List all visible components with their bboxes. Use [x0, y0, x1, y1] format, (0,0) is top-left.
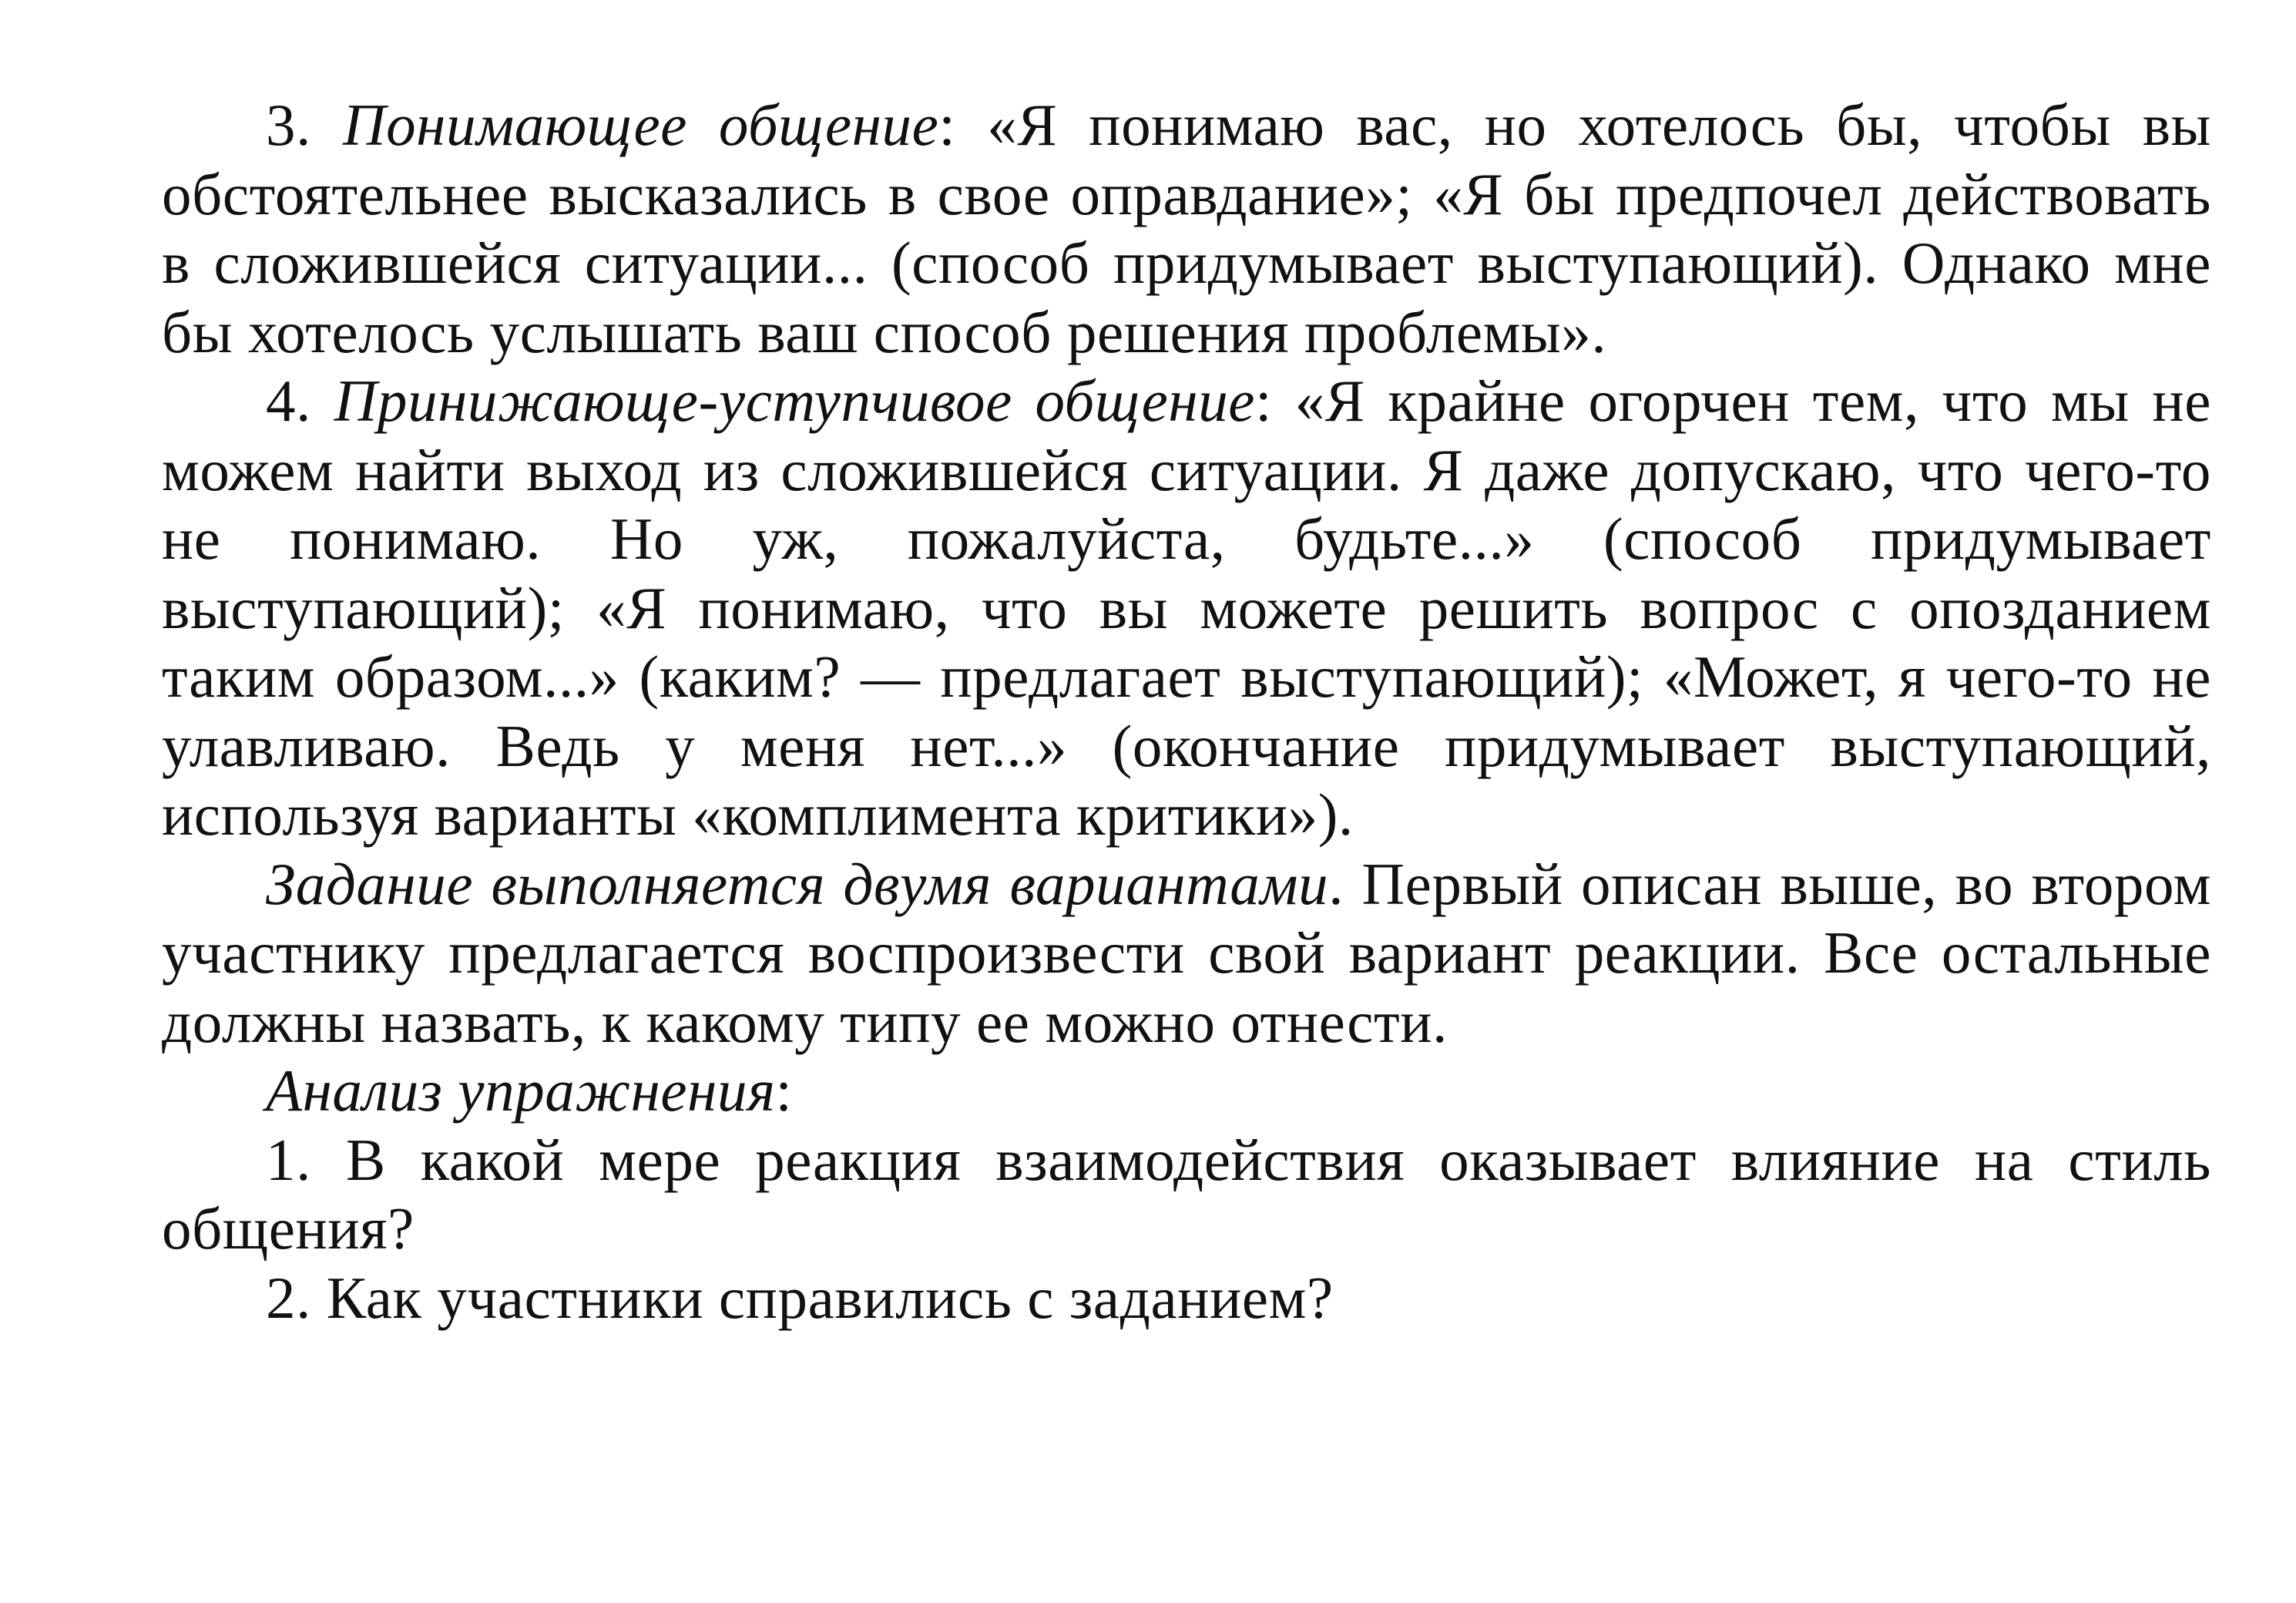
paragraph-body: «Я понимаю вас, но хотелось бы, чтобы вы обстоятельнее высказались в свое оправдание»; «Я бы предпочел действовать в сложившейся ситуации... (способ придумывает выступающий). Однако мне бы хотелось услышать ваш способ решения проблемы».	[162, 92, 2211, 365]
paragraph-submissive-communication	[162, 367, 2211, 850]
question-1: 1. В какой мере реакция взаимодействия оказывает влияние на стиль общения?	[162, 1126, 2211, 1262]
paragraph-task	[162, 850, 2211, 1057]
question-2: 2. Как участники справились с заданием?	[266, 1264, 1334, 1331]
paragraph-understanding-communication	[162, 91, 2211, 367]
paragraph-body: «Я крайне огорчен тем, что мы не можем найти выход из сложившейся ситуации. Я даже допускаю, что чего-то не понимаю. Но уж, пожалуйста, будьте...» (способ придумывает выступающий); «Я понимаю, что вы можете решить вопрос с опозданием таким образом...» (каким? — предлагает выступающий); «Может, я чего-то не улавливаю. Ведь у меня нет...» (окончание придумывает выступающий, используя варианты «комплимента критики»).	[162, 368, 2211, 848]
item-number: 4.	[266, 368, 311, 434]
paragraph-analysis-heading	[162, 1057, 2211, 1126]
analysis-colon: :	[775, 1057, 793, 1124]
item-number: 3.	[266, 92, 311, 158]
paragraph-body: . Первый описан выше, во втором участнику предлагается воспроизвести свой вариант реакции. Все остальные должны назвать, к какому типу ее можно отнести.	[162, 850, 2211, 1055]
analysis-lead: Анализ упражнения	[266, 1057, 776, 1124]
task-lead: Задание выполняется двумя вариантами	[266, 850, 1329, 917]
term-submissive-communication: Принижающе-уступчивое общение	[334, 368, 1256, 434]
body-text	[162, 91, 2211, 1332]
term-colon: :	[1255, 368, 1273, 434]
term-understanding-communication: Понимающее общение	[342, 92, 939, 158]
term-colon: :	[938, 92, 956, 158]
